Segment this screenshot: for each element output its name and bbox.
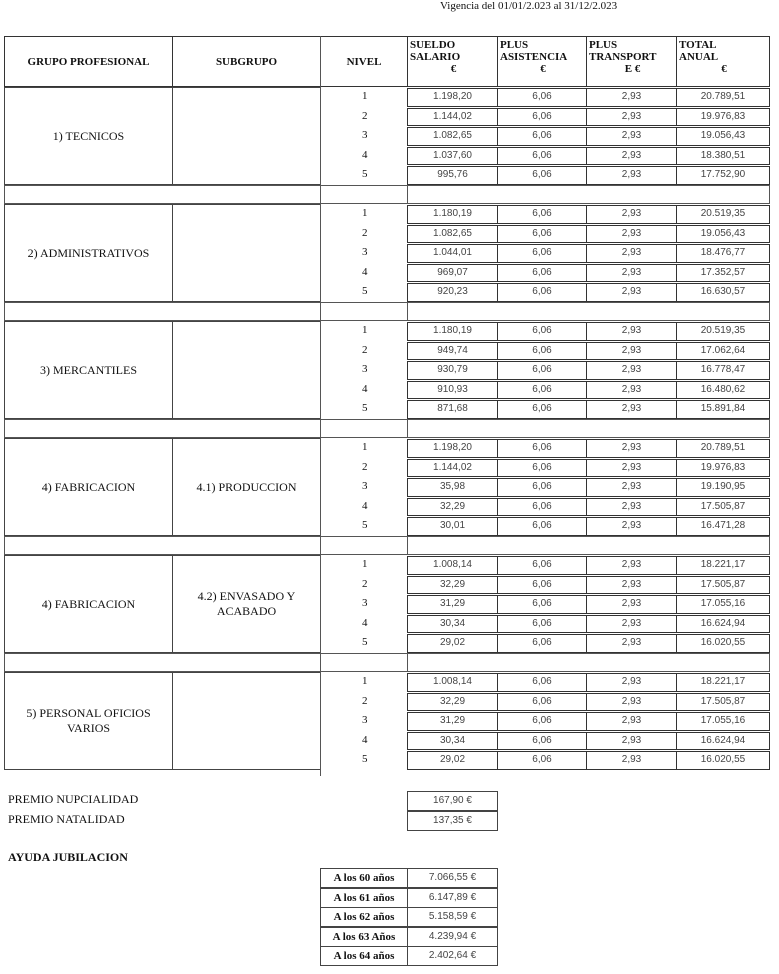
header-total-line: €: [721, 63, 727, 75]
vigencia-title: Vigencia del 01/01/2.023 al 31/12/2.023: [440, 0, 618, 12]
sueldo-cell: 1.044,01: [407, 244, 498, 263]
premio-value: 137,35 €: [407, 811, 498, 831]
asistencia-cell: 6,06: [497, 439, 587, 458]
sueldo-cell: 29,02: [407, 634, 498, 653]
total-cell: 16.020,55: [676, 634, 770, 653]
header-subgrupo: SUBGRUPO: [172, 36, 321, 87]
total-cell: 15.891,84: [676, 400, 770, 419]
transporte-cell: 2,93: [586, 478, 677, 497]
ayuda-value: 4.239,94 €: [407, 927, 498, 947]
nivel-cell: 3: [362, 597, 368, 610]
subgroup-label: [172, 87, 321, 185]
subgroup-label: [172, 672, 321, 770]
nivel-cell: 2: [362, 460, 368, 473]
header-grupo: GRUPO PROFESIONAL: [4, 36, 173, 87]
header-total: [676, 36, 770, 87]
sueldo-cell: 35,98: [407, 478, 498, 497]
asistencia-cell: 6,06: [497, 88, 587, 107]
spacer-row: [4, 419, 408, 438]
asistencia-cell: 6,06: [497, 127, 587, 146]
sueldo-cell: 969,07: [407, 264, 498, 283]
total-cell: 19.976,83: [676, 459, 770, 478]
asistencia-cell: 6,06: [497, 693, 587, 712]
asistencia-cell: 6,06: [497, 400, 587, 419]
total-cell: 20.519,35: [676, 322, 770, 341]
transporte-cell: 2,93: [586, 166, 677, 185]
sueldo-cell: 30,34: [407, 615, 498, 634]
asistencia-cell: 6,06: [497, 205, 587, 224]
sueldo-cell: 1.082,65: [407, 225, 498, 244]
nivel-cell: 1: [362, 90, 368, 102]
premio-value: 167,90 €: [407, 791, 498, 811]
header-transporte-line: PLUS: [589, 39, 618, 51]
asistencia-cell: 6,06: [497, 108, 587, 127]
subgroup-label: [172, 204, 321, 302]
spacer-row: [407, 653, 770, 672]
asistencia-cell: 6,06: [497, 634, 587, 653]
spacer-row: [4, 653, 408, 672]
premio-label: PREMIO NATALIDAD: [8, 812, 125, 826]
total-cell: 17.505,87: [676, 498, 770, 517]
spacer-row: [407, 419, 770, 438]
asistencia-cell: 6,06: [497, 459, 587, 478]
header-transporte-line: E €: [624, 63, 641, 75]
nivel-cell: 4: [362, 733, 368, 746]
group-label: 5) PERSONAL OFICIOS VARIOS: [4, 672, 173, 770]
asistencia-cell: 6,06: [497, 595, 587, 614]
transporte-cell: 2,93: [586, 693, 677, 712]
spacer-row: [407, 185, 770, 204]
ayuda-age-label: A los 64 años: [320, 946, 408, 966]
ayuda-value: 6.147,89 €: [407, 888, 498, 908]
transporte-cell: 2,93: [586, 498, 677, 517]
header-total-line: ANUAL: [679, 51, 719, 63]
subgroup-label: [172, 321, 321, 419]
ayuda-age-label: A los 60 años: [320, 868, 408, 888]
total-cell: 19.976,83: [676, 108, 770, 127]
transporte-cell: 2,93: [586, 595, 677, 614]
nivel-cell: 4: [362, 265, 368, 278]
total-cell: 19.190,95: [676, 478, 770, 497]
transporte-cell: 2,93: [586, 673, 677, 692]
sueldo-cell: 29,02: [407, 751, 498, 770]
header-sueldo-line: SUELDO: [410, 39, 456, 51]
sueldo-cell: 1.198,20: [407, 88, 498, 107]
transporte-cell: 2,93: [586, 205, 677, 224]
asistencia-cell: 6,06: [497, 478, 587, 497]
spacer-row: [407, 536, 770, 555]
total-cell: 16.624,94: [676, 732, 770, 751]
total-cell: 20.519,35: [676, 205, 770, 224]
sueldo-cell: 920,23: [407, 283, 498, 302]
sueldo-cell: 32,29: [407, 693, 498, 712]
asistencia-cell: 6,06: [497, 225, 587, 244]
group-label: 4) FABRICACION: [4, 438, 173, 536]
ayuda-age-label: A los 62 años: [320, 907, 408, 927]
transporte-cell: 2,93: [586, 517, 677, 536]
transporte-cell: 2,93: [586, 147, 677, 166]
nivel-cell: 5: [362, 285, 368, 298]
transporte-cell: 2,93: [586, 225, 677, 244]
total-cell: 16.480,62: [676, 381, 770, 400]
total-cell: 17.505,87: [676, 576, 770, 595]
asistencia-cell: 6,06: [497, 342, 587, 361]
nivel-cell: 3: [362, 129, 368, 142]
total-cell: 17.505,87: [676, 693, 770, 712]
transporte-cell: 2,93: [586, 264, 677, 283]
asistencia-cell: 6,06: [497, 166, 587, 185]
total-cell: 18.380,51: [676, 147, 770, 166]
asistencia-cell: 6,06: [497, 283, 587, 302]
nivel-cell: 1: [362, 207, 368, 219]
sueldo-cell: 31,29: [407, 595, 498, 614]
nivel-cell: 4: [362, 148, 368, 161]
asistencia-cell: 6,06: [497, 712, 587, 731]
total-cell: 17.055,16: [676, 595, 770, 614]
transporte-cell: 2,93: [586, 615, 677, 634]
nivel-cell: 4: [362, 616, 368, 629]
nivel-cell: 4: [362, 382, 368, 395]
total-cell: 20.789,51: [676, 439, 770, 458]
header-sueldo: [407, 36, 498, 87]
sueldo-cell: 1.180,19: [407, 322, 498, 341]
nivel-cell: 5: [362, 636, 368, 649]
asistencia-cell: 6,06: [497, 264, 587, 283]
transporte-cell: 2,93: [586, 459, 677, 478]
sueldo-cell: 1.008,14: [407, 556, 498, 575]
total-cell: 16.624,94: [676, 615, 770, 634]
ayuda-value: 5.158,59 €: [407, 907, 498, 927]
ayuda-value: 7.066,55 €: [407, 868, 498, 888]
total-cell: 17.062,64: [676, 342, 770, 361]
asistencia-cell: 6,06: [497, 732, 587, 751]
sueldo-cell: 30,01: [407, 517, 498, 536]
nivel-cell: 2: [362, 694, 368, 707]
subgroup-label: 4.2) ENVASADO Y ACABADO: [172, 555, 321, 653]
sueldo-cell: 871,68: [407, 400, 498, 419]
total-cell: 18.221,17: [676, 556, 770, 575]
asistencia-cell: 6,06: [497, 322, 587, 341]
transporte-cell: 2,93: [586, 244, 677, 263]
total-cell: 20.789,51: [676, 88, 770, 107]
asistencia-cell: 6,06: [497, 361, 587, 380]
transporte-cell: 2,93: [586, 400, 677, 419]
nivel-cell: 2: [362, 109, 368, 122]
transporte-cell: 2,93: [586, 361, 677, 380]
transporte-cell: 2,93: [586, 732, 677, 751]
total-cell: 16.630,57: [676, 283, 770, 302]
header-total-line: TOTAL: [679, 39, 717, 51]
total-cell: 17.752,90: [676, 166, 770, 185]
transporte-cell: 2,93: [586, 634, 677, 653]
nivel-cell: 1: [362, 558, 368, 570]
subgroup-label: 4.1) PRODUCCION: [172, 438, 321, 536]
total-cell: 17.055,16: [676, 712, 770, 731]
transporte-cell: 2,93: [586, 88, 677, 107]
total-cell: 18.476,77: [676, 244, 770, 263]
asistencia-cell: 6,06: [497, 576, 587, 595]
nivel-cell: 1: [362, 441, 368, 453]
nivel-cell: 2: [362, 343, 368, 356]
spacer-row: [4, 185, 408, 204]
header-sueldo-line: SALARIO: [410, 51, 461, 63]
asistencia-cell: 6,06: [497, 147, 587, 166]
transporte-cell: 2,93: [586, 322, 677, 341]
transporte-cell: 2,93: [586, 108, 677, 127]
total-cell: 17.352,57: [676, 264, 770, 283]
sueldo-cell: 1.008,14: [407, 673, 498, 692]
nivel-cell: 5: [362, 519, 368, 532]
transporte-cell: 2,93: [586, 576, 677, 595]
sueldo-cell: 31,29: [407, 712, 498, 731]
sueldo-cell: 930,79: [407, 361, 498, 380]
sueldo-cell: 32,29: [407, 576, 498, 595]
transporte-cell: 2,93: [586, 381, 677, 400]
spacer-row: [407, 302, 770, 321]
ayuda-title: AYUDA JUBILACION: [8, 850, 128, 864]
sueldo-cell: 910,93: [407, 381, 498, 400]
sueldo-cell: 1.180,19: [407, 205, 498, 224]
sueldo-cell: 1.144,02: [407, 459, 498, 478]
asistencia-cell: 6,06: [497, 381, 587, 400]
transporte-cell: 2,93: [586, 712, 677, 731]
sueldo-cell: 1.037,60: [407, 147, 498, 166]
transporte-cell: 2,93: [586, 439, 677, 458]
sueldo-cell: 1.082,65: [407, 127, 498, 146]
total-cell: 16.020,55: [676, 751, 770, 770]
nivel-cell: 3: [362, 363, 368, 376]
header-asistencia-line: PLUS: [500, 39, 529, 51]
asistencia-cell: 6,06: [497, 615, 587, 634]
transporte-cell: 2,93: [586, 283, 677, 302]
nivel-cell: 2: [362, 226, 368, 239]
sueldo-cell: 30,34: [407, 732, 498, 751]
total-cell: 19.056,43: [676, 225, 770, 244]
nivel-cell: 1: [362, 324, 368, 336]
nivel-cell: 5: [362, 402, 368, 415]
header-transporte: [586, 36, 677, 87]
header-asistencia: [497, 36, 587, 87]
transporte-cell: 2,93: [586, 127, 677, 146]
total-cell: 18.221,17: [676, 673, 770, 692]
total-cell: 19.056,43: [676, 127, 770, 146]
asistencia-cell: 6,06: [497, 673, 587, 692]
asistencia-cell: 6,06: [497, 498, 587, 517]
sueldo-cell: 995,76: [407, 166, 498, 185]
premio-label: PREMIO NUPCIALIDAD: [8, 792, 139, 806]
header-nivel: NIVEL: [320, 36, 408, 87]
nivel-cell: 5: [362, 753, 368, 766]
transporte-cell: 2,93: [586, 556, 677, 575]
asistencia-cell: 6,06: [497, 556, 587, 575]
spacer-row: [4, 536, 408, 555]
sueldo-cell: 1.144,02: [407, 108, 498, 127]
nivel-cell: 1: [362, 675, 368, 687]
transporte-cell: 2,93: [586, 751, 677, 770]
header-transporte-line: TRANSPORT: [589, 51, 657, 63]
nivel-cell: 2: [362, 577, 368, 590]
column-divider: [320, 36, 321, 776]
total-cell: 16.778,47: [676, 361, 770, 380]
group-label: 3) MERCANTILES: [4, 321, 173, 419]
transporte-cell: 2,93: [586, 342, 677, 361]
nivel-cell: 3: [362, 246, 368, 259]
nivel-cell: 3: [362, 714, 368, 727]
asistencia-cell: 6,06: [497, 244, 587, 263]
sueldo-cell: 32,29: [407, 498, 498, 517]
group-label: 2) ADMINISTRATIVOS: [4, 204, 173, 302]
header-asistencia-line: ASISTENCIA: [500, 51, 568, 63]
total-cell: 16.471,28: [676, 517, 770, 536]
sueldo-cell: 949,74: [407, 342, 498, 361]
spacer-row: [4, 302, 408, 321]
group-label: 1) TECNICOS: [4, 87, 173, 185]
nivel-cell: 5: [362, 168, 368, 181]
nivel-cell: 3: [362, 480, 368, 493]
ayuda-age-label: A los 61 años: [320, 888, 408, 908]
sueldo-cell: 1.198,20: [407, 439, 498, 458]
ayuda-age-label: A los 63 Años: [320, 927, 408, 947]
asistencia-cell: 6,06: [497, 517, 587, 536]
nivel-cell: 4: [362, 499, 368, 512]
header-sueldo-line: €: [450, 63, 457, 75]
ayuda-value: 2.402,64 €: [407, 946, 498, 966]
header-asistencia-line: €: [540, 63, 546, 75]
asistencia-cell: 6,06: [497, 751, 587, 770]
group-label: 4) FABRICACION: [4, 555, 173, 653]
